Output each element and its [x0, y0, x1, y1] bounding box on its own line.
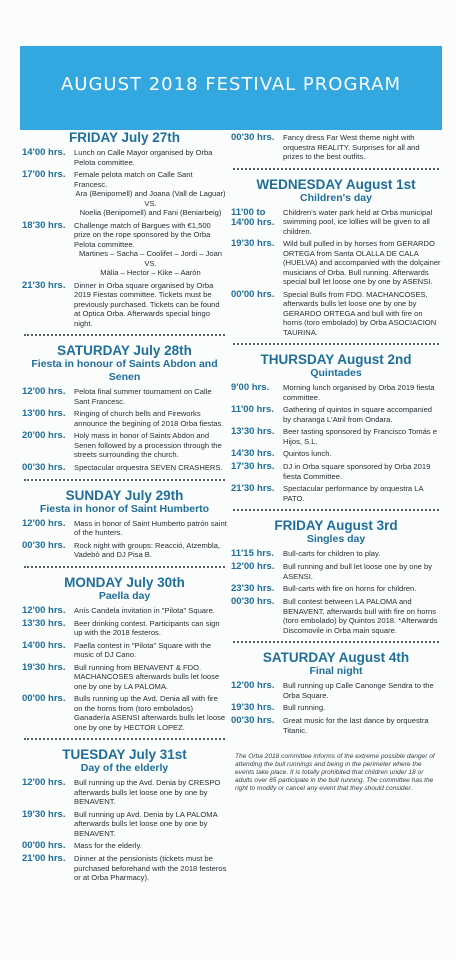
- event-text: Bull contest between LA PALOMA and BENAVENT, afterwards bull with fire on horns (toro embolado) by Quintos 2018. *Afterwards Discomovile in Orba main square.: [283, 597, 438, 635]
- day-section: [231, 177, 441, 338]
- event-row: [22, 221, 227, 278]
- event-row: [231, 703, 441, 713]
- event-row: [22, 519, 227, 538]
- event-description: [283, 290, 441, 338]
- event-row: [22, 409, 227, 428]
- event-time: 17'30 hrs.: [231, 461, 275, 472]
- day-section: [22, 130, 227, 328]
- event-row: [22, 694, 227, 732]
- event-row: [22, 281, 227, 329]
- dotted-separator: [233, 168, 439, 170]
- event-row: [231, 597, 441, 635]
- day-section: [22, 343, 227, 473]
- event-text: Bull-carts with fire on horns for children.: [283, 584, 417, 593]
- event-text: Bull running from BENAVENT & FDO. MACHANCOSES afterwards bulls let loose one by one by LA PALOMA.: [74, 662, 220, 691]
- event-text: Gathering of quintos in square accompanied by charanga L'Atril from Ondara.: [283, 405, 433, 424]
- event-text: Quintos lunch.: [283, 449, 332, 458]
- event-time: 19'30 hrs.: [231, 702, 275, 713]
- event-row: [22, 387, 227, 406]
- event-matchup: VS.: [144, 258, 157, 268]
- event-time: 12'00 hrs.: [22, 386, 66, 397]
- event-time: 12'00 hrs.: [231, 680, 275, 691]
- event-description: [283, 133, 441, 162]
- event-description: [74, 148, 227, 167]
- event-row: [231, 462, 441, 481]
- event-text: Bull running.: [283, 703, 326, 712]
- event-time: 00'30 hrs.: [231, 715, 275, 726]
- event-text: Challenge match of Bargues with €1,500 prize on the rope sponsored by the Orba Pelota committee.: [74, 220, 211, 249]
- event-row: [231, 383, 441, 402]
- day-subtitle: Fiesta in honour of Saints Abdon and Senen: [31, 358, 218, 383]
- right-column: [231, 130, 441, 793]
- event-description: [74, 810, 227, 839]
- event-text: Female pelota match on Calle Sant Francesc.: [74, 170, 193, 189]
- event-time: 13'30 hrs.: [22, 617, 66, 629]
- event-row: [231, 716, 441, 735]
- event-time: 18'30 hrs.: [22, 219, 66, 231]
- event-row: [231, 405, 441, 424]
- event-row: [22, 541, 227, 560]
- event-matchup: Ara (Benipornell) and Joana (Vall de Laguar): [75, 189, 226, 198]
- event-time: 21'00 hrs.: [22, 853, 66, 864]
- event-description: [74, 641, 227, 660]
- day-title: SATURDAY August 4th: [262, 650, 410, 665]
- event-time: 12'00 hrs.: [22, 517, 66, 529]
- event-text: Beer tasting sponsored by Francisco Tomás e Hijos, S.L.: [283, 427, 437, 446]
- event-text: Morning lunch organised by Orba 2019 fiesta committee.: [283, 383, 435, 402]
- event-description: [74, 663, 227, 692]
- day-title: SATURDAY July 28th: [57, 343, 192, 358]
- day-section: [231, 133, 441, 162]
- day-subtitle: Paella day: [98, 589, 151, 602]
- event-time: 12'00 hrs.: [231, 561, 275, 572]
- day-title: WEDNESDAY August 1st: [256, 176, 416, 192]
- event-time: 12'00 hrs.: [22, 777, 66, 788]
- event-description: [74, 854, 227, 883]
- event-row: [22, 463, 227, 473]
- event-description: [283, 405, 441, 424]
- event-text: Bull running up Avd. Denia by LA PALOMA afterwards bulls let loose one by one by BENAVENT.: [74, 809, 218, 838]
- event-row: [231, 133, 441, 162]
- event-row: [22, 810, 227, 839]
- event-text: Bulls running up the Avd. Denia all with fire on the horns from (toro embolados) Ganadería ASENSI afterwards bulls let loose one by one by HECTOR LOPEZ.: [74, 694, 226, 732]
- day-title: TUESDAY July 31st: [62, 747, 187, 762]
- event-row: [231, 584, 441, 594]
- event-time: 20'00 hrs.: [22, 430, 66, 441]
- event-row: [231, 290, 441, 338]
- event-time: 00'00 hrs.: [22, 693, 66, 704]
- event-description: [283, 449, 441, 459]
- event-text: Children's water park held at Orba municipal swimming pool, ice lollies will be given to all children.: [283, 207, 433, 236]
- event-time: 11'00 to 14'00 hrs.: [231, 206, 275, 228]
- event-description: [74, 841, 227, 851]
- event-row: [231, 427, 441, 446]
- event-text: Paella contest in "Pilota" Square with the music of DJ Cano.: [74, 640, 212, 659]
- event-description: [283, 562, 441, 581]
- event-time: 00'30 hrs.: [231, 132, 275, 143]
- event-description: [283, 681, 441, 700]
- event-text: Mass in honor of Saint Humberto patrón saint of the hunters.: [74, 518, 227, 537]
- event-time: 14'00 hrs.: [22, 639, 66, 651]
- event-matchup: VS.: [144, 198, 157, 208]
- event-time: 21'30 hrs.: [22, 279, 66, 291]
- event-description: [74, 606, 227, 616]
- event-description: [74, 619, 227, 638]
- day-subtitle: Final night: [309, 665, 363, 677]
- event-text: Beer drinking contest. Participants can sign up with the 2018 festeros.: [74, 618, 220, 637]
- day-title: THURSDAY August 2nd: [260, 352, 412, 367]
- event-row: [22, 663, 227, 692]
- event-text: Anís Candela invitation in "Pilota" Square.: [74, 605, 215, 615]
- dotted-separator: [233, 509, 439, 511]
- event-time: 9'00 hrs.: [231, 382, 270, 393]
- event-row: [231, 208, 441, 237]
- event-text: Great music for the last dance by orquestra Titanic.: [283, 716, 429, 735]
- event-time: 19'30 hrs.: [22, 661, 66, 673]
- dotted-separator: [24, 738, 225, 740]
- event-text: Spectacular performance by orquestra LA PATO.: [283, 484, 424, 503]
- event-time: 13'30 hrs.: [231, 426, 275, 437]
- event-time: 19'30 hrs.: [22, 808, 66, 820]
- event-row: [22, 431, 227, 460]
- event-description: [74, 431, 227, 460]
- event-text: Dinner in Orba square organised by Orba 2019 Fiestas committee. Tickets must be previously purchased. Tickets can be found at Optica Orba. Afterwards special bingo night.: [74, 280, 220, 328]
- event-text: Dinner at the pensionists (tickets must be purchased beforehand with the 2018 festeros or at Orba Pharmacy).: [74, 854, 227, 882]
- day-section: [231, 352, 441, 503]
- event-time: 11'00 hrs.: [231, 404, 274, 415]
- event-time: 12'00 hrs.: [22, 604, 66, 616]
- event-row: [22, 170, 227, 218]
- event-row: [231, 449, 441, 459]
- event-time: 23'30 hrs.: [231, 583, 275, 594]
- header-banner: [20, 46, 442, 130]
- event-time: 00'00 hrs.: [22, 840, 66, 851]
- event-description: [283, 383, 441, 402]
- event-text: Holy mass in honor of Saints Abdon and Senen followed by a procession through the streets surrounding the church.: [74, 431, 222, 459]
- event-row: [22, 619, 227, 638]
- day-section: [231, 650, 441, 735]
- event-text: Wild bull pulled in by horses from GERARDO ORTEGA from Santa OLALLA DE CALA (HUELVA) and accompanied with the dolçainer musicians of Orba. Bull running. Afterwards special bull let loose one by one by ASENSI.: [283, 239, 441, 286]
- event-description: [74, 221, 227, 278]
- event-row: [231, 562, 441, 581]
- day-subtitle: Singles day: [306, 533, 366, 545]
- dotted-separator: [24, 334, 225, 336]
- event-description: [283, 703, 441, 713]
- event-row: [22, 641, 227, 660]
- event-row: [22, 778, 227, 807]
- event-description: [283, 597, 441, 635]
- event-text: Ringing of church bells and Fireworks announce the begining of 2018 Orba fiestas.: [74, 409, 224, 428]
- program-title: AUGUST 2018 FESTIVAL PROGRAM: [60, 74, 402, 95]
- day-title: SUNDAY July 29th: [65, 487, 184, 503]
- dotted-separator: [24, 566, 225, 568]
- event-text: Bull running and bull let loose one by one by ASENSI.: [283, 562, 433, 581]
- event-text: Lunch on Calle Mayor organised by Orba Pelota committee.: [74, 148, 213, 167]
- event-description: [74, 519, 227, 538]
- event-row: [231, 239, 441, 287]
- dotted-separator: [233, 343, 439, 345]
- event-text: Bull running up Calle Canonge Sendra to the Orba Square.: [283, 681, 434, 700]
- day-title: FRIDAY July 27th: [68, 130, 181, 145]
- day-section: [22, 747, 227, 883]
- event-time: 00'00 hrs.: [231, 288, 275, 300]
- event-row: [231, 681, 441, 700]
- event-time: 21'30 hrs.: [231, 483, 275, 494]
- event-description: [283, 427, 441, 446]
- event-description: [74, 541, 227, 560]
- day-subtitle: Day of the elderly: [80, 762, 169, 774]
- event-description: [283, 716, 441, 735]
- event-description: [74, 387, 227, 406]
- event-time: 00'30 hrs.: [22, 539, 66, 551]
- dotted-separator: [233, 641, 439, 643]
- day-section: [22, 488, 227, 560]
- day-title: MONDAY July 30th: [64, 574, 185, 590]
- event-description: [74, 409, 227, 428]
- event-row: [22, 148, 227, 167]
- event-text: Rock night with groups: Reacció, Atzembla, Vadebò and DJ Pisa B.: [74, 540, 221, 559]
- event-time: 14'30 hrs.: [231, 448, 275, 459]
- day-section: [231, 518, 441, 635]
- day-subtitle: Children's day: [300, 191, 372, 204]
- event-description: [283, 484, 441, 503]
- event-time: 00'30 hrs.: [22, 461, 66, 473]
- day-title: FRIDAY August 3rd: [274, 518, 398, 533]
- event-description: [74, 463, 227, 473]
- event-time: 11'15 hrs.: [231, 548, 274, 559]
- event-text: Pelota final summer tournament on Calle Sant Francesc.: [74, 387, 212, 406]
- event-row: [22, 854, 227, 883]
- event-text: Fancy dress Far West theme night with orquestra REALITY. Surprises for all and prizes to the best outfits.: [283, 133, 420, 161]
- event-description: [74, 281, 227, 329]
- event-description: [283, 462, 441, 481]
- committee-notice: The Orba 2018 committee informs of the extreme possible danger of attending the bull runnings and being in the perimeter where the events take place. It is totally prohibited that children under 18 or adults over 65 participate in the bull running. The committee has the right to modify or cancel any event that they should consider.: [235, 753, 435, 792]
- event-time: 19'30 hrs.: [231, 238, 275, 249]
- event-row: [231, 484, 441, 503]
- event-description: [74, 170, 227, 218]
- event-row: [22, 606, 227, 616]
- event-time: 00'30 hrs.: [231, 596, 275, 607]
- day-subtitle: Fiesta in honor of Saint Humberto: [39, 502, 210, 515]
- event-description: [74, 778, 227, 807]
- day-subtitle: Quintades: [310, 367, 362, 379]
- event-text: Bull running up the Avd. Denia by CRESPO afterwards bulls let loose one by one by BENAVENT.: [74, 778, 221, 806]
- event-text: Spectacular orquestra SEVEN CRASHERS.: [74, 462, 223, 472]
- event-row: [22, 841, 227, 851]
- event-text: Special Bulls from FDO. MACHANCOSES, afterwards bulls let loose one by one by GERARDO ORTEGA and bull with fire on horns (toro embolado) by Orba ASOCIACION TAURINA.: [283, 289, 437, 337]
- event-time: 17'00 hrs.: [22, 169, 66, 180]
- event-description: [74, 694, 227, 732]
- event-description: [283, 239, 441, 287]
- left-column: [22, 130, 227, 885]
- event-matchup: Noelia (Benipornell) and Fani (Beniarbeig): [79, 208, 222, 217]
- event-matchup: Màlia – Hector – Kike – Aarón: [100, 268, 201, 277]
- event-text: Mass for the elderly.: [74, 841, 142, 850]
- event-row: [231, 549, 441, 559]
- event-time: 13'00 hrs.: [22, 408, 66, 419]
- day-section: [22, 575, 227, 733]
- event-time: 14'00 hrs.: [22, 147, 66, 158]
- event-description: [283, 549, 441, 559]
- event-text: DJ in Orba square sponsored by Orba 2019 fiesta Committee.: [283, 462, 431, 481]
- event-description: [283, 208, 441, 237]
- event-description: [283, 584, 441, 594]
- event-matchup: Martines – Sacha – Coolifet – Jordi – Joan: [78, 249, 223, 258]
- event-text: Bull-carts for children to play.: [283, 549, 381, 558]
- dotted-separator: [24, 479, 225, 481]
